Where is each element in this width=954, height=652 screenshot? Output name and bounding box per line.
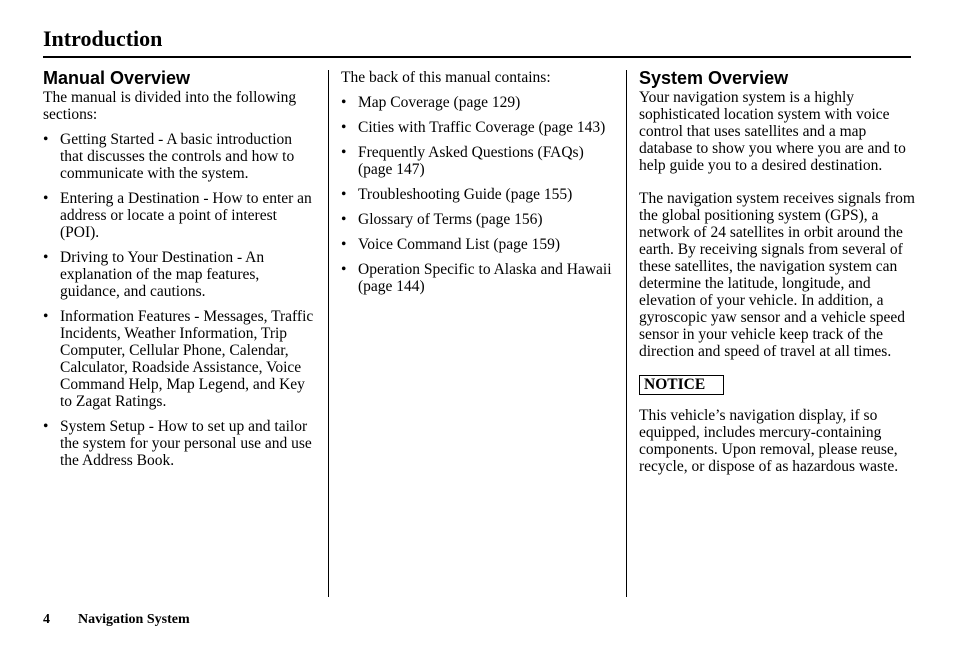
- page-footer: [43, 611, 190, 628]
- page-number: 4: [43, 612, 50, 627]
- list-item: • Getting Started - A basic introduction that discusses the controls and how to communicate with the system.: [43, 131, 318, 182]
- list-item: • Frequently Asked Questions (FAQs) (page 147): [341, 144, 616, 178]
- page-title: Introduction: [43, 26, 163, 51]
- footer-label: Navigation System: [78, 612, 190, 627]
- system-overview-column: [639, 66, 917, 475]
- list-item: • Troubleshooting Guide (page 155): [341, 186, 616, 203]
- manual-overview-intro: The manual is divided into the following sections:: [43, 89, 297, 123]
- list-item: • Glossary of Terms (page 156): [341, 211, 616, 228]
- system-overview-heading: System Overview: [639, 68, 789, 88]
- list-item: • Cities with Traffic Coverage (page 143): [341, 119, 616, 136]
- list-item: • Information Features - Messages, Traffic Incidents, Weather Information, Trip Computer, Cellular Phone, Calendar, Calculator, Roadside Assistance, Voice Command Help, Map Legend, and Key to Zagat Ratings.: [43, 308, 318, 410]
- list-item: • Driving to Your Destination - An explanation of the map features, guidance, and cautions.: [43, 249, 318, 300]
- manual-sections-list: [43, 131, 318, 469]
- manual-overview-heading: Manual Overview: [43, 68, 191, 88]
- back-contents-intro: The back of this manual contains:: [341, 69, 551, 86]
- list-item: • Entering a Destination - How to enter an address or locate a point of interest (POI).: [43, 190, 318, 241]
- list-item: • Map Coverage (page 129): [341, 94, 616, 111]
- notice-label: NOTICE: [639, 375, 724, 395]
- system-overview-paragraph: The navigation system receives signals from the global positioning system (GPS), a network of 24 satellites in orbit around the earth. By receiving signals from several of these satellites, the navigation system can determine the latitude, longitude, and elevation of your vehicle. In addition, a gyroscopic yaw sensor and a vehicle speed sensor in your vehicle keep track of the direction and speed of travel at all times.: [639, 190, 915, 360]
- list-item: • Voice Command List (page 159): [341, 236, 616, 253]
- back-contents-list: [341, 94, 616, 295]
- notice-text: This vehicle’s navigation display, if so equipped, includes mercury-containing components. Upon removal, please reuse, recycle, or dispose of as hazardous waste.: [639, 407, 899, 475]
- column-divider: [328, 70, 329, 597]
- title-rule: [43, 56, 911, 58]
- list-item: • Operation Specific to Alaska and Hawaii (page 144): [341, 261, 616, 295]
- system-overview-paragraph: Your navigation system is a highly sophisticated location system with voice control that uses satellites and a map database to show you where you are and to help guide you to a desired destination.: [639, 89, 906, 174]
- column-divider: [626, 70, 627, 597]
- manual-overview-column: [43, 66, 318, 477]
- back-contents-column: [341, 69, 616, 303]
- list-item: • System Setup - How to set up and tailor the system for your personal use and use the Address Book.: [43, 418, 318, 469]
